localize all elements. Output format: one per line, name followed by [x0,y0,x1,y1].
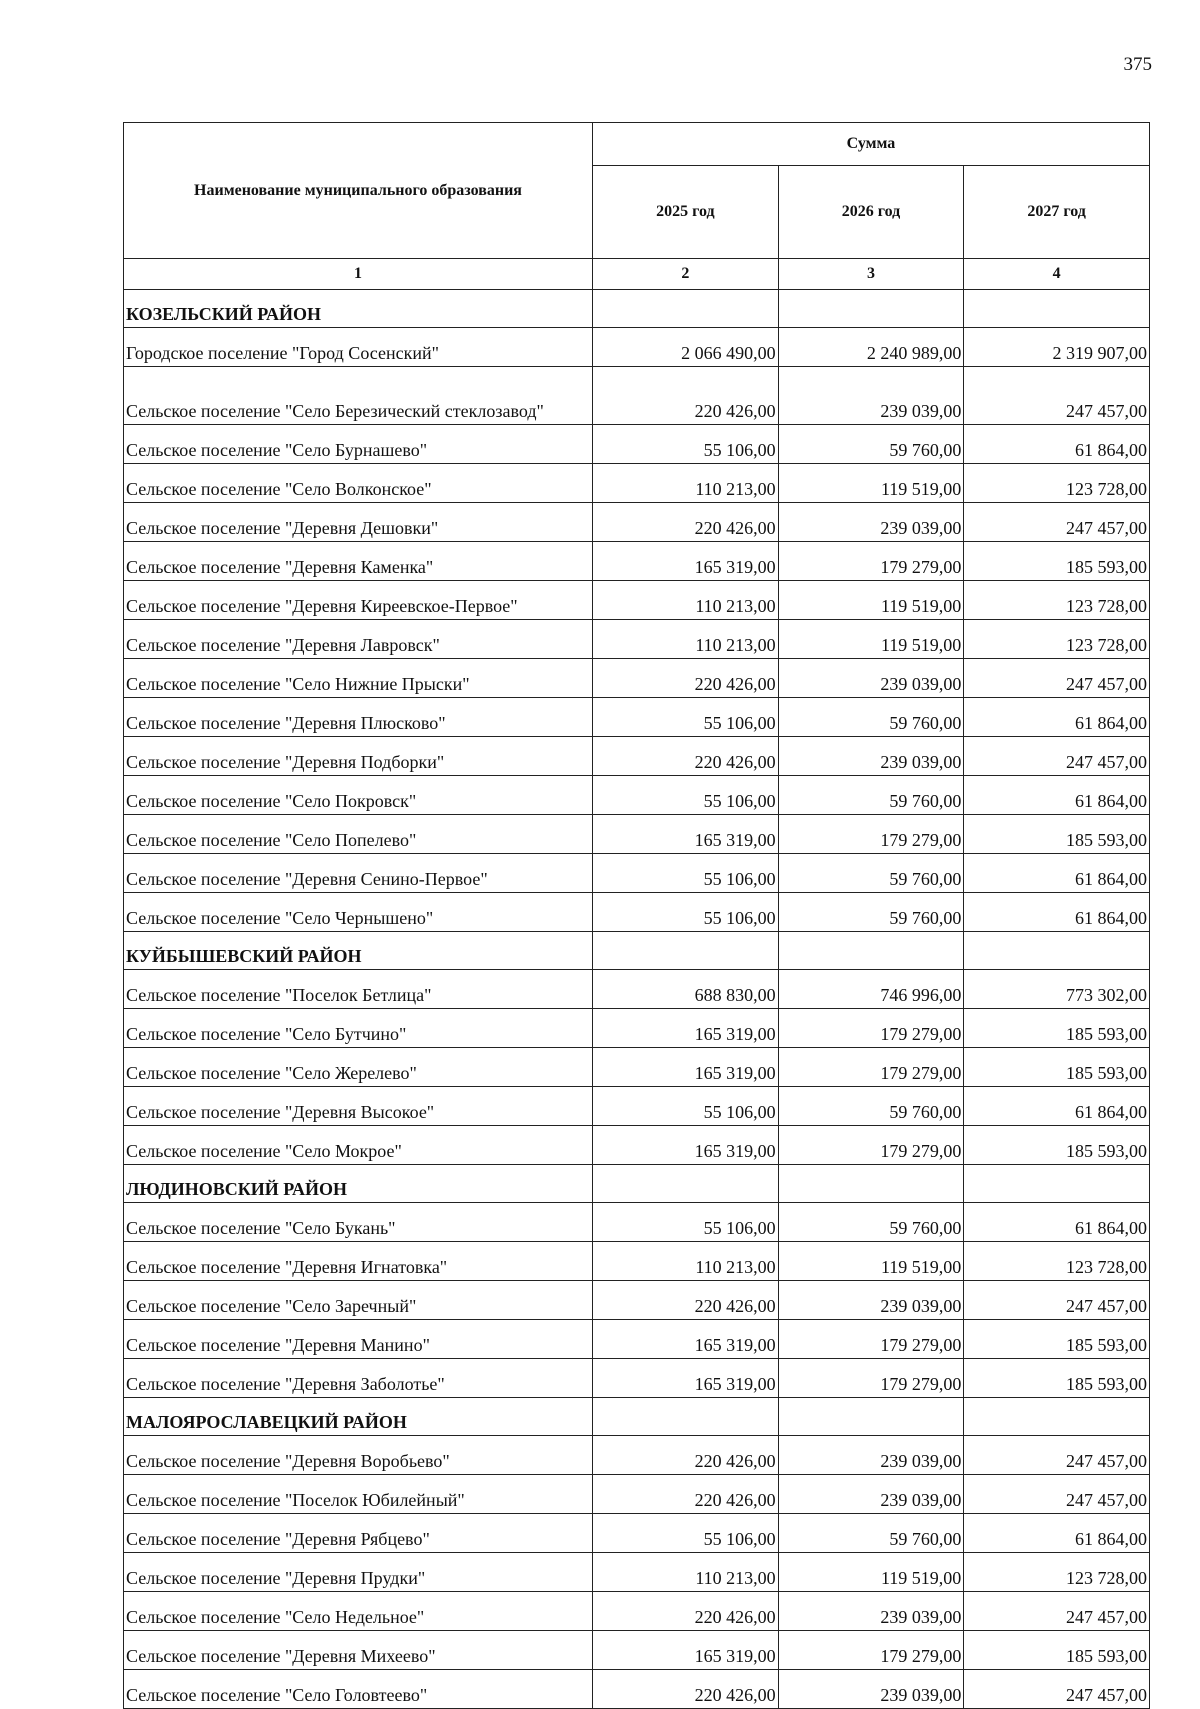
settlement-name: Сельское поселение "Деревня Прудки" [124,1553,593,1592]
settlement-name: Сельское поселение "Поселок Бетлица" [124,970,593,1009]
settlement-name: Сельское поселение "Село Покровск" [124,776,593,815]
value-2026: 119 519,00 [778,1553,964,1592]
value-2027: 123 728,00 [964,581,1150,620]
value-2026: 239 039,00 [778,1436,964,1475]
district-empty-cell [593,1398,779,1436]
settlement-name: Сельское поселение "Деревня Воробьево" [124,1436,593,1475]
table-row [124,970,1150,1009]
value-2027: 247 457,00 [964,367,1150,425]
value-2026: 59 760,00 [778,698,964,737]
value-2025: 165 319,00 [593,815,779,854]
settlement-name: Сельское поселение "Деревня Подборки" [124,737,593,776]
settlement-name: Сельское поселение "Село Бутчино" [124,1009,593,1048]
table-row [124,1203,1150,1242]
value-2026: 119 519,00 [778,1242,964,1281]
column-index-2: 2 [593,259,779,290]
settlement-name: Городское поселение "Город Сосенский" [124,328,593,367]
table-header [124,123,1150,290]
value-2026: 179 279,00 [778,1126,964,1165]
value-2027: 247 457,00 [964,503,1150,542]
table-row [124,893,1150,932]
settlement-name: Сельское поселение "Деревня Игнатовка" [124,1242,593,1281]
settlement-name: Сельское поселение "Деревня Каменка" [124,542,593,581]
value-2026: 59 760,00 [778,1087,964,1126]
table-row [124,776,1150,815]
district-row [124,1165,1150,1203]
table-row [124,1242,1150,1281]
value-2025: 110 213,00 [593,464,779,503]
settlement-name: Сельское поселение "Деревня Дешовки" [124,503,593,542]
value-2025: 55 106,00 [593,893,779,932]
settlement-name: Сельское поселение "Деревня Сенино-Первое" [124,854,593,893]
district-row [124,290,1150,328]
table-row [124,503,1150,542]
header-year-2027: 2027 год [964,166,1150,259]
table-row [124,1009,1150,1048]
district-row [124,1398,1150,1436]
value-2025: 220 426,00 [593,1475,779,1514]
value-2026: 239 039,00 [778,1281,964,1320]
settlement-name: Сельское поселение "Село Бурнашево" [124,425,593,464]
settlement-name: Сельское поселение "Село Заречный" [124,1281,593,1320]
value-2027: 247 457,00 [964,737,1150,776]
value-2026: 2 240 989,00 [778,328,964,367]
settlement-name: Сельское поселение "Поселок Юбилейный" [124,1475,593,1514]
header-name-column: Наименование муниципального образования [124,123,593,259]
value-2027: 61 864,00 [964,776,1150,815]
table-row [124,1553,1150,1592]
value-2027: 247 457,00 [964,1670,1150,1709]
table-row [124,425,1150,464]
value-2026: 179 279,00 [778,815,964,854]
settlement-name: Сельское поселение "Деревня Плюсково" [124,698,593,737]
value-2027: 123 728,00 [964,1242,1150,1281]
table-row [124,659,1150,698]
table-row [124,737,1150,776]
table-row [124,464,1150,503]
value-2027: 185 593,00 [964,1320,1150,1359]
value-2026: 59 760,00 [778,776,964,815]
column-index-3: 3 [778,259,964,290]
district-empty-cell [964,1165,1150,1203]
district-empty-cell [964,290,1150,328]
value-2027: 61 864,00 [964,854,1150,893]
table-row [124,1670,1150,1709]
district-name: КУЙБЫШЕВСКИЙ РАЙОН [124,932,593,970]
table-body [124,290,1150,1709]
value-2025: 55 106,00 [593,1203,779,1242]
value-2026: 179 279,00 [778,1359,964,1398]
value-2027: 61 864,00 [964,1203,1150,1242]
column-index-1: 1 [124,259,593,290]
settlement-name: Сельское поселение "Деревня Высокое" [124,1087,593,1126]
table-row [124,1436,1150,1475]
value-2026: 179 279,00 [778,1009,964,1048]
table-row [124,581,1150,620]
value-2027: 123 728,00 [964,620,1150,659]
value-2027: 247 457,00 [964,1436,1150,1475]
value-2027: 185 593,00 [964,542,1150,581]
value-2025: 165 319,00 [593,542,779,581]
value-2025: 110 213,00 [593,1242,779,1281]
value-2025: 220 426,00 [593,503,779,542]
settlement-name: Сельское поселение "Село Недельное" [124,1592,593,1631]
value-2025: 165 319,00 [593,1048,779,1087]
value-2026: 179 279,00 [778,1631,964,1670]
district-empty-cell [964,932,1150,970]
district-row [124,932,1150,970]
settlement-name: Сельское поселение "Деревня Лавровск" [124,620,593,659]
settlement-name: Сельское поселение "Село Попелево" [124,815,593,854]
table-row [124,1281,1150,1320]
value-2025: 165 319,00 [593,1126,779,1165]
value-2025: 55 106,00 [593,425,779,464]
value-2026: 179 279,00 [778,542,964,581]
value-2026: 239 039,00 [778,1475,964,1514]
value-2025: 220 426,00 [593,1436,779,1475]
value-2027: 185 593,00 [964,1359,1150,1398]
settlement-name: Сельское поселение "Село Чернышено" [124,893,593,932]
value-2025: 220 426,00 [593,1281,779,1320]
value-2026: 239 039,00 [778,1592,964,1631]
value-2025: 220 426,00 [593,659,779,698]
district-name: МАЛОЯРОСЛАВЕЦКИЙ РАЙОН [124,1398,593,1436]
value-2026: 59 760,00 [778,854,964,893]
settlement-name: Сельское поселение "Деревня Рябцево" [124,1514,593,1553]
table-row [124,1359,1150,1398]
district-empty-cell [778,1165,964,1203]
value-2025: 220 426,00 [593,1592,779,1631]
table-row [124,1320,1150,1359]
value-2027: 61 864,00 [964,1087,1150,1126]
value-2025: 220 426,00 [593,367,779,425]
table-row [124,1475,1150,1514]
table-row [124,1087,1150,1126]
page-number: 375 [1123,54,1152,75]
table-row [124,1592,1150,1631]
value-2027: 185 593,00 [964,1126,1150,1165]
value-2027: 61 864,00 [964,1514,1150,1553]
value-2025: 55 106,00 [593,776,779,815]
value-2025: 688 830,00 [593,970,779,1009]
district-empty-cell [964,1398,1150,1436]
district-empty-cell [778,932,964,970]
value-2025: 165 319,00 [593,1359,779,1398]
value-2025: 165 319,00 [593,1631,779,1670]
settlement-name: Сельское поселение "Село Нижние Прыски" [124,659,593,698]
value-2027: 61 864,00 [964,698,1150,737]
settlement-name: Сельское поселение "Деревня Заболотье" [124,1359,593,1398]
value-2025: 55 106,00 [593,698,779,737]
value-2025: 110 213,00 [593,581,779,620]
settlement-name: Сельское поселение "Деревня Киреевское-Первое" [124,581,593,620]
value-2027: 61 864,00 [964,425,1150,464]
district-empty-cell [593,932,779,970]
value-2027: 185 593,00 [964,1631,1150,1670]
value-2027: 185 593,00 [964,1009,1150,1048]
value-2025: 55 106,00 [593,1087,779,1126]
value-2026: 239 039,00 [778,367,964,425]
settlement-name: Сельское поселение "Село Мокрое" [124,1126,593,1165]
value-2026: 239 039,00 [778,503,964,542]
district-name: КОЗЕЛЬСКИЙ РАЙОН [124,290,593,328]
settlement-name: Сельское поселение "Село Березичеcкий стеклозавод" [124,367,593,425]
header-year-2025: 2025 год [593,166,779,259]
table-row [124,542,1150,581]
table-row [124,1126,1150,1165]
settlement-name: Сельское поселение "Деревня Михеево" [124,1631,593,1670]
value-2026: 59 760,00 [778,893,964,932]
value-2027: 185 593,00 [964,1048,1150,1087]
district-empty-cell [778,1398,964,1436]
district-empty-cell [593,1165,779,1203]
table-row [124,367,1150,425]
value-2026: 746 996,00 [778,970,964,1009]
table-row [124,698,1150,737]
value-2025: 220 426,00 [593,737,779,776]
settlement-name: Сельское поселение "Село Жерелево" [124,1048,593,1087]
table-row [124,854,1150,893]
value-2026: 179 279,00 [778,1048,964,1087]
value-2027: 2 319 907,00 [964,328,1150,367]
district-empty-cell [778,290,964,328]
value-2027: 247 457,00 [964,659,1150,698]
value-2025: 110 213,00 [593,620,779,659]
table-row [124,1048,1150,1087]
value-2026: 119 519,00 [778,620,964,659]
budget-table [123,122,1150,1709]
value-2027: 247 457,00 [964,1475,1150,1514]
value-2025: 220 426,00 [593,1670,779,1709]
value-2026: 239 039,00 [778,659,964,698]
value-2026: 59 760,00 [778,1514,964,1553]
value-2025: 55 106,00 [593,1514,779,1553]
district-empty-cell [593,290,779,328]
value-2027: 247 457,00 [964,1281,1150,1320]
value-2025: 55 106,00 [593,854,779,893]
value-2025: 165 319,00 [593,1009,779,1048]
value-2026: 59 760,00 [778,1203,964,1242]
value-2027: 123 728,00 [964,464,1150,503]
value-2026: 119 519,00 [778,464,964,503]
column-index-4: 4 [964,259,1150,290]
value-2025: 110 213,00 [593,1553,779,1592]
value-2027: 773 302,00 [964,970,1150,1009]
value-2025: 165 319,00 [593,1320,779,1359]
settlement-name: Сельское поселение "Деревня Манино" [124,1320,593,1359]
table-row [124,1514,1150,1553]
value-2027: 247 457,00 [964,1592,1150,1631]
value-2027: 61 864,00 [964,893,1150,932]
header-year-2026: 2026 год [778,166,964,259]
value-2025: 2 066 490,00 [593,328,779,367]
settlement-name: Сельское поселение "Село Головтеево" [124,1670,593,1709]
value-2026: 119 519,00 [778,581,964,620]
district-name: ЛЮДИНОВСКИЙ РАЙОН [124,1165,593,1203]
value-2026: 179 279,00 [778,1320,964,1359]
table-row [124,815,1150,854]
table-row [124,620,1150,659]
header-sum: Сумма [593,123,1150,166]
table-row [124,328,1150,367]
table-row [124,1631,1150,1670]
value-2026: 239 039,00 [778,1670,964,1709]
settlement-name: Сельское поселение "Село Букань" [124,1203,593,1242]
value-2026: 239 039,00 [778,737,964,776]
value-2026: 59 760,00 [778,425,964,464]
settlement-name: Сельское поселение "Село Волконское" [124,464,593,503]
value-2027: 123 728,00 [964,1553,1150,1592]
value-2027: 185 593,00 [964,815,1150,854]
